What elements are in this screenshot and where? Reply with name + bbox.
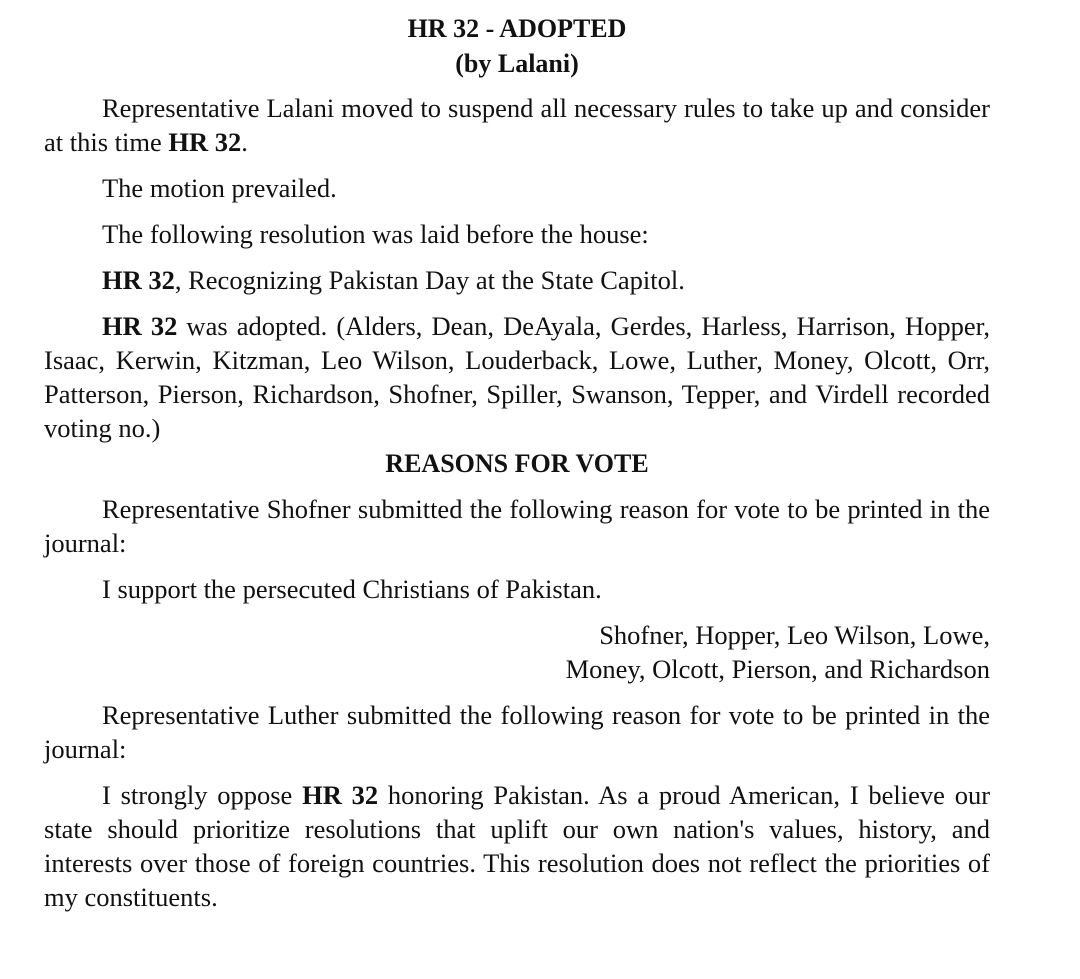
adoption-bill: HR 32 [102, 311, 178, 341]
reason-2-bill: HR 32 [302, 780, 379, 810]
reasons-heading: REASONS FOR VOTE [385, 449, 649, 478]
motion-paragraph [44, 91, 990, 159]
prevailed-paragraph: The motion prevailed. [102, 173, 337, 203]
motion-text-2: . [241, 127, 248, 157]
reason-2-intro: Representative Luther submitted the following reason for vote to be printed in the journal: [44, 700, 990, 764]
sponsor-heading: (by Lalani) [455, 49, 579, 78]
laid-before-paragraph: The following resolution was laid before the house: [102, 219, 649, 249]
adoption-paragraph [44, 309, 990, 445]
reason-2-text-2: honoring Pakistan. As a proud American, I believe our state should prioritize resolutions that uplift our own nation's values, history, and interests over those of foreign countries. This resolution does not reflect the priorities of my constituents. [44, 780, 991, 912]
resolution-bill: HR 32 [102, 265, 175, 295]
reason-2-statement [44, 778, 990, 914]
signers-line-1: Shofner, Hopper, Leo Wilson, Lowe, [599, 620, 990, 650]
resolution-heading: HR 32 - ADOPTED [407, 14, 627, 43]
reason-1-intro: Representative Shofner submitted the following reason for vote to be printed in the journal: [44, 494, 990, 558]
reason-1-statement: I support the persecuted Christians of Pakistan. [102, 574, 602, 604]
reason-1-signers [44, 618, 990, 686]
reason-2-text-1: I strongly oppose [102, 780, 303, 810]
resolution-paragraph [44, 263, 990, 297]
motion-bill: HR 32 [168, 127, 242, 157]
journal-page [44, 0, 990, 914]
signers-line-2: Money, Olcott, Pierson, and Richardson [565, 654, 990, 684]
adoption-text: was adopted. (Alders, Dean, DeAyala, Gerdes, Harless, Harrison, Hopper, Isaac, Kerwin, Kitzman, Leo Wilson, Louderback, Lowe, Luther, Money, Olcott, Orr, Patterson, Pierson, Richardson, Shofner, Spiller, Swanson, Tepper, and Virdell recorded voting no.) [44, 311, 991, 443]
resolution-title: , Recognizing Pakistan Day at the State Capitol. [174, 265, 685, 295]
motion-text-1: Representative Lalani moved to suspend all necessary rules to take up and consider at this time [44, 93, 990, 157]
